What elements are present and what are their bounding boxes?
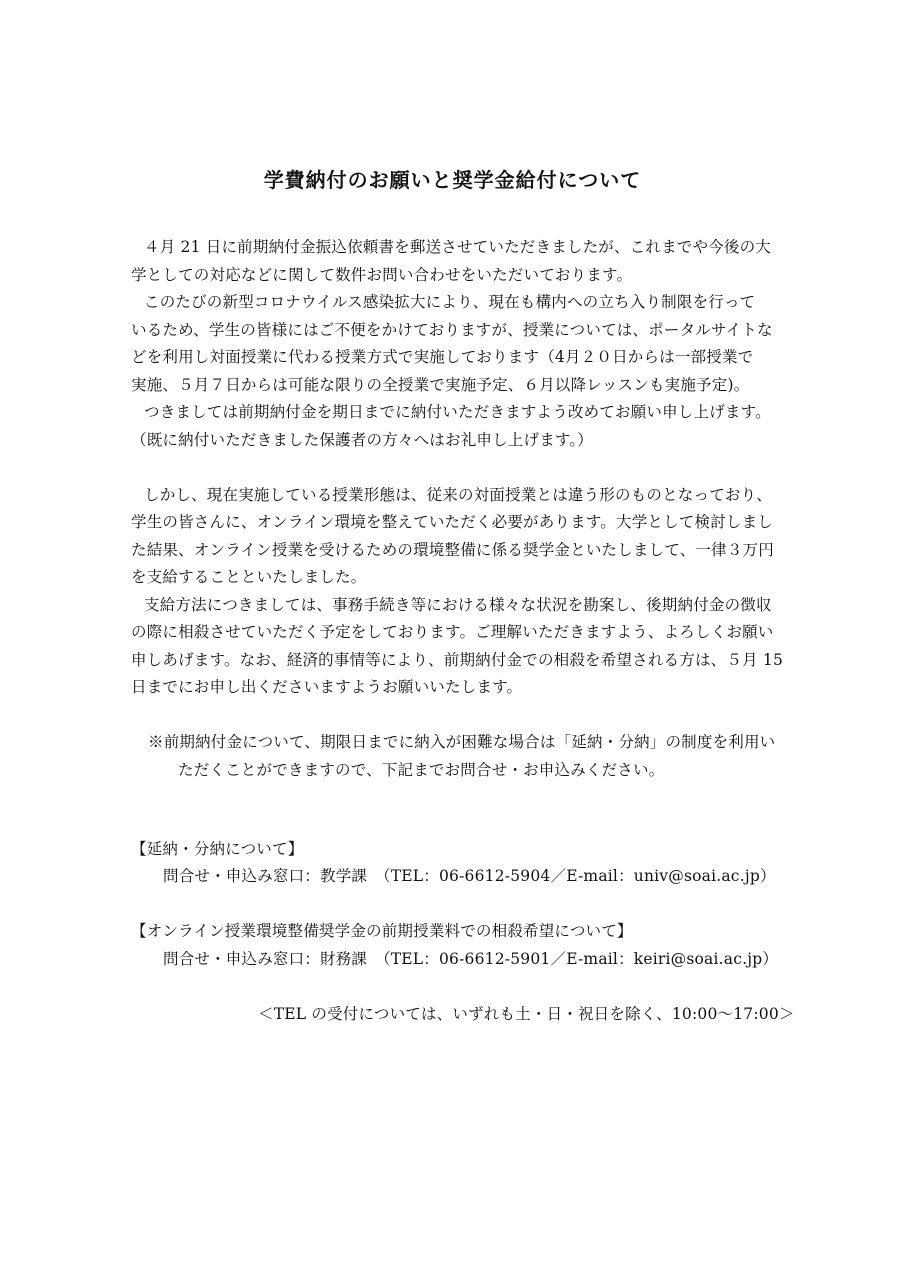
note-line: ※前期納付金について、期限日までに納入が困難な場合は「延納・分納」の制度を利用い	[148, 733, 776, 751]
paragraph2-line: 日までにお申し出くださいますようお願いいたします。	[131, 678, 523, 696]
section1-contact: 問合せ・申込み窓口：教学課 （TEL：06-6612-5904／E-mail：univ@soai.ac.jp）	[163, 867, 776, 885]
paragraph2-line: 支給方法につきましては、事務手続き等における様々な状況を勘案し、後期納付金の徴収	[144, 596, 772, 614]
paragraph1-line: つきましては前期納付金を期日までに納付いただきますよう改めてお願い申し上げます。	[144, 403, 771, 421]
paragraph1-line: 学としての対応などに関して数件お問い合わせをいただいております。	[131, 266, 633, 284]
paragraph2-line: 学生の皆さんに、オンライン環境を整えていただく必要があります。大学として検討しまし	[131, 513, 773, 531]
section1-heading: 【延納・分納について】	[131, 840, 304, 858]
paragraph2-line: 申しあげます。なお、経済的事情等により、前期納付金での相殺を希望される方は、５月 15	[131, 651, 784, 669]
paragraph2-line: の際に相殺させていただく予定をしております。ご理解いただきますよう、よろしくお願い	[131, 623, 774, 641]
note-line: ただくことができますので、下記までお問合せ・お申込みください。	[178, 761, 665, 779]
reception-hours-note: ＜TEL の受付については、いずれも土・日・祝日を除く、10:00〜17:00＞	[258, 1005, 795, 1023]
paragraph1-line: このたびの新型コロナウイルス感染拡大により、現在も構内への立ち入り制限を行って	[144, 293, 756, 311]
paragraph1-line: いるため、学生の皆様にはご不便をかけておりますが、授業については、ポータルサイトな	[131, 321, 773, 339]
section2-heading: 【オンライン授業環境整備奨学金の前期授業料での相殺希望について】	[131, 922, 633, 940]
paragraph1-line: ４月 21 日に前期納付金振込依頼書を郵送させていただきましたが、これまでや今後の大	[144, 238, 771, 256]
paragraph2-line: しかし、現在実施している授業形態は、従来の対面授業とは違う形のものとなっており、	[144, 486, 773, 504]
section2-contact: 問合せ・申込み窓口：財務課 （TEL：06-6612-5901／E-mail：keiri@soai.ac.jp）	[163, 950, 779, 968]
paragraph1-line: 実施、５月７日からは可能な限りの全授業で実施予定、６月以降レッスンも実施予定)。	[131, 376, 750, 394]
paragraph1-line: どを利用し対面授業に代わる授業方式で実施しております（4月２０日からは一部授業で	[131, 348, 754, 366]
paragraph2-line: を支給することといたしました。	[131, 568, 367, 586]
paragraph1-line: （既に納付いただきました保護者の方々へはお礼申し上げます。）	[131, 431, 594, 449]
document-title: 学費納付のお願いと奨学金給付について	[263, 168, 642, 192]
paragraph2-line: た結果、オンライン授業を受けるための環境整備に係る奨学金といたしまして、一律３万円	[131, 541, 774, 559]
